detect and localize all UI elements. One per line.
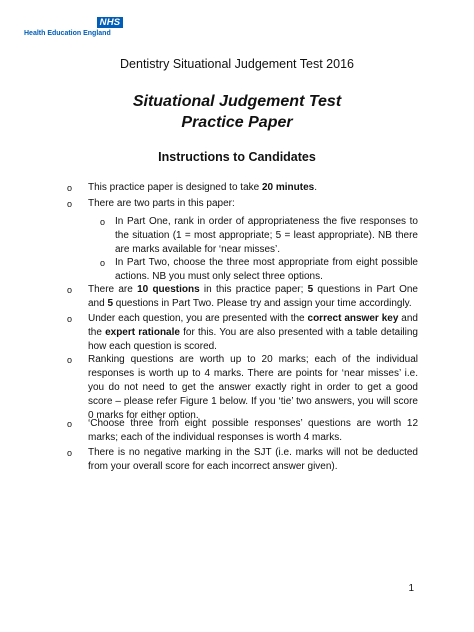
instruction-item: There is no negative marking in the SJT (i.e. marks will not be deducted from your overall score for each incorrect answer given).	[88, 447, 418, 472]
instruction-item: There are 10 questions in this practice paper; 5 questions in Part One and 5 questions in Part Two. Please try and assign your time accordingly.	[88, 284, 418, 309]
nhs-logo: NHS	[97, 17, 123, 28]
sub-bullet-marker: o	[100, 217, 106, 227]
instruction-item: ‘Choose three from eight possible responses’ questions are worth 12 marks; each of the individual responses is worth 4 marks.	[88, 418, 418, 443]
hee-logo	[24, 17, 144, 41]
bullet-marker: o	[67, 183, 73, 193]
instruction-item: There are two parts in this paper:	[88, 198, 235, 209]
bullet-marker: o	[67, 285, 73, 295]
instruction-subitem: In Part Two, choose the three most appropriate from eight possible actions. NB you must only select three options.	[115, 257, 418, 282]
bullet-marker: o	[67, 314, 73, 324]
instruction-item: This practice paper is designed to take 20 minutes.	[88, 182, 318, 193]
instruction-subitem: In Part One, rank in order of appropriateness the five responses to the situation (1 = most appropriate; 5 = least appropriate). NB there are marks available for ‘near misses’.	[115, 216, 418, 255]
document-title-line-1: Situational Judgement Test	[132, 93, 342, 110]
instruction-item: Under each question, you are presented with the correct answer key and the expert rationale for this. You are also presented with a table detailing how each question is scored.	[88, 313, 418, 352]
page-number: 1	[408, 583, 414, 594]
instruction-item: Ranking questions are worth up to 20 marks; each of the individual responses is worth up to 4 marks. There are points for ‘near misses’ i.e. you do not need to get the answer exactly right in order to get a good score – please refer Figure 1 below. If you ‘tie’ two answers, you will score 0 marks for either option.	[88, 354, 418, 421]
sub-bullet-marker: o	[100, 258, 106, 268]
bullet-marker: o	[67, 199, 73, 209]
organization-name: Health Education England	[24, 30, 111, 37]
bullet-marker: o	[67, 448, 73, 458]
section-heading: Instructions to Candidates	[158, 150, 316, 164]
document-title-line-2: Practice Paper	[181, 114, 293, 131]
bullet-marker: o	[67, 419, 73, 429]
bullet-marker: o	[67, 355, 73, 365]
test-title: Dentistry Situational Judgement Test 2016	[120, 57, 354, 71]
